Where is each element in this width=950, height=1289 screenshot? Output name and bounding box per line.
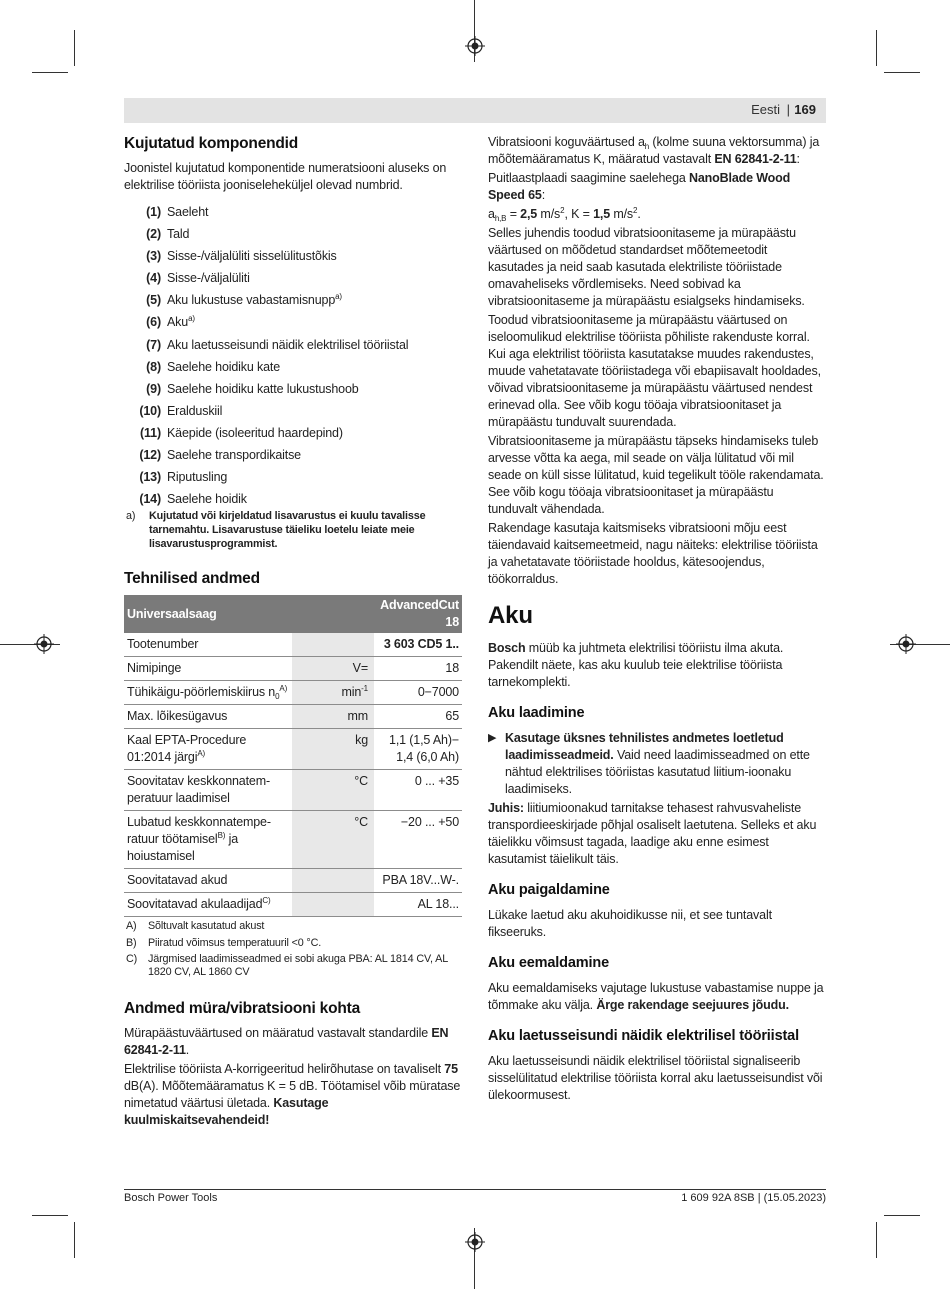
noise-paragraph-2 bbox=[124, 1061, 462, 1129]
component-number: (11) bbox=[140, 425, 161, 440]
row-unit bbox=[292, 893, 374, 917]
vib-p2-blade: NanoBlade Wood Speed 65 bbox=[488, 171, 791, 202]
table-footnote-text: Piiratud võimsus temperatuuril <0 °C. bbox=[148, 936, 322, 949]
row-value: 18 bbox=[374, 657, 462, 681]
vib-p3-sub: h,B bbox=[494, 214, 507, 223]
registration-mark-bottom-icon bbox=[465, 1232, 485, 1252]
tech-data-title: Tehnilised andmed bbox=[124, 570, 260, 588]
component-label: Riputusling bbox=[167, 470, 228, 485]
table-footnote-mark: A) bbox=[126, 920, 137, 933]
table-row bbox=[124, 633, 462, 657]
charging-note-text: liitiumioonakud tarnitakse tehasest rahvusvaheliste transpordieeskirjade põhjal osaliselt laetutena. Selleks et aku täielikku võimsust tagada, laadige aku enne esimest kasutamist täielikult täis. bbox=[488, 801, 817, 866]
registration-mark-right-icon bbox=[896, 634, 916, 654]
component-label: Sisse-/väljalüliti bbox=[167, 271, 250, 286]
vibration-paragraph-3 bbox=[488, 206, 826, 223]
table-footnote-text: Sõltuvalt kasutatud akust bbox=[148, 920, 265, 933]
row-label-sup: B) bbox=[217, 831, 226, 841]
charging-title: Aku laadimine bbox=[488, 705, 585, 721]
component-item bbox=[124, 248, 462, 270]
table-footnote bbox=[124, 920, 462, 933]
noise-title: Andmed müra/vibratsiooni kohta bbox=[124, 999, 361, 1017]
header-language: Eesti bbox=[751, 102, 780, 117]
row-label-text: Kaal EPTA-Procedure 01:2014 järgi bbox=[127, 733, 247, 765]
table-footnotes bbox=[124, 920, 462, 980]
component-item bbox=[124, 226, 462, 248]
insert-paragraph: Lükake laetud aku akuhoidikusse nii, et see tuntavalt fikseeruks. bbox=[488, 908, 772, 939]
row-unit-text: min bbox=[341, 685, 362, 700]
row-unit-sup: -1 bbox=[361, 684, 368, 694]
row-label-line1: Soovitatav keskkonnatem- bbox=[127, 774, 271, 789]
row-label-sup: A) bbox=[197, 749, 206, 759]
table-row bbox=[124, 770, 462, 811]
row-value-text: 3 603 CD5 1.. bbox=[383, 637, 459, 652]
vib-p3-unit-2: m/s bbox=[610, 207, 634, 221]
aku-paragraph bbox=[488, 640, 826, 691]
row-unit: V= bbox=[292, 657, 374, 681]
aku-brand: Bosch bbox=[488, 641, 526, 655]
table-footnote-mark: B) bbox=[126, 936, 137, 949]
row-value: AL 18... bbox=[374, 893, 462, 917]
row-label-line2: ratuur töötamisel bbox=[127, 832, 218, 847]
row-value-line2: 1,4 (6,0 Ah) bbox=[396, 750, 459, 765]
vib-p1-end: : bbox=[796, 152, 800, 166]
charging-note-label: Juhis: bbox=[488, 801, 524, 815]
row-label-text: Soovitatavad akulaadijad bbox=[127, 897, 263, 912]
table-row bbox=[124, 681, 462, 705]
component-label: Saelehe hoidiku katte lukustushoob bbox=[167, 381, 359, 396]
charging-bullet bbox=[488, 730, 826, 798]
footer-doc-id: 1 609 92A 8SB | (15.05.2023) bbox=[681, 1192, 826, 1204]
charging-bullet-text: Vaid need laadimisseadmed on ette nähtud elektrilises tööriistas kasutatud liitium-ioonaku laadimiseks. bbox=[505, 748, 810, 796]
vibration-paragraph-6: Vibratsioonitaseme ja mürapäästu täpseks hindamiseks tuleb arvesse võtta ka aega, mil seade on välja lülitatud või mil seade on küll sisse lülitatud, kuid tegelikult tööle rakendamata. See võib kogu tööaja vibratsioonitaset ja mürapäästu tunduvalt vähendada. bbox=[488, 434, 824, 516]
vib-p3-eq: = bbox=[506, 207, 521, 221]
row-label-line3: hoiustamisel bbox=[127, 849, 195, 864]
row-label: Soovitatavad akud bbox=[124, 869, 292, 893]
registration-mark-left-icon bbox=[34, 634, 54, 654]
component-number: (13) bbox=[139, 470, 161, 485]
registration-mark-top-icon bbox=[465, 36, 485, 56]
table-header-model: AdvancedCut 18 bbox=[374, 595, 462, 633]
crop-mark-bottom-right-v bbox=[876, 1222, 877, 1258]
table-header-row bbox=[124, 595, 462, 633]
component-number: (4) bbox=[146, 271, 161, 286]
component-item bbox=[124, 447, 462, 469]
component-number: (5) bbox=[146, 293, 161, 308]
component-item bbox=[124, 469, 462, 491]
vib-p3-k: , K = bbox=[564, 207, 594, 221]
vibration-paragraph-1 bbox=[488, 134, 826, 168]
footer-brand: Bosch Power Tools bbox=[124, 1192, 218, 1204]
component-label: Eralduskiil bbox=[167, 403, 223, 418]
table-row bbox=[124, 811, 462, 869]
table-row bbox=[124, 729, 462, 770]
noise-p1-standard: EN 62841-2-11 bbox=[124, 1025, 449, 1057]
table-row bbox=[124, 705, 462, 729]
row-value: 0 ... +35 bbox=[374, 770, 462, 811]
vib-p3-end: . bbox=[637, 207, 641, 221]
row-label: Tootenumber bbox=[124, 633, 292, 657]
row-unit bbox=[292, 869, 374, 893]
component-number: (6) bbox=[146, 315, 161, 330]
row-label bbox=[124, 729, 292, 770]
table-row bbox=[124, 869, 462, 893]
component-number: (9) bbox=[146, 381, 161, 396]
row-label-sup: A) bbox=[279, 684, 288, 694]
component-item bbox=[124, 381, 462, 403]
row-value-line1: 1,1 (1,5 Ah)− bbox=[389, 733, 459, 748]
indicator-title: Aku laetusseisundi näidik elektrilisel tööriistal bbox=[488, 1028, 799, 1044]
noise-p2-warning: Kasutage kuulmiskaitsevahendeid! bbox=[124, 1095, 329, 1127]
component-item bbox=[124, 292, 462, 314]
vib-p3-a: a bbox=[488, 207, 495, 221]
row-label: Max. lõikesügavus bbox=[124, 705, 292, 729]
vib-p2-end: : bbox=[541, 188, 546, 202]
component-label: Aku laetusseisundi näidik elektrilisel tööriistal bbox=[167, 337, 409, 352]
components-list bbox=[124, 204, 462, 513]
table-footnote bbox=[124, 937, 462, 950]
row-value: 65 bbox=[374, 705, 462, 729]
table-header-product-type: Universaalsaag bbox=[124, 595, 374, 633]
component-item bbox=[124, 204, 462, 226]
vib-p1-text-2: (kolme suuna vektorsumma) ja mõõtemääramatus K, määratud vastavalt bbox=[488, 135, 820, 166]
vib-p1-sub: h bbox=[644, 142, 650, 151]
row-unit bbox=[292, 681, 374, 705]
remove-text: Aku eemaldamiseks vajutage lukustuse vabastamise nuppe ja tõmmake aku välja. bbox=[488, 981, 824, 1012]
vibration-paragraph-4: Selles juhendis toodud vibratsioonitaseme ja mürapäästu väärtused on mõõdetud standardset mõõtemeetodit kasutades ja neid saab kasutada elektriliste tööriistade omavaheliseks võrdlemiseks. Need sobivad ka vibratsioonitaseme ja mürapäästu esialgseks hindamiseks. bbox=[488, 226, 805, 308]
row-label-tail: ja bbox=[225, 832, 239, 847]
row-unit: °C bbox=[292, 770, 374, 811]
vib-p3-value: 2,5 bbox=[520, 207, 538, 221]
component-label: Tald bbox=[167, 227, 190, 242]
component-number: (8) bbox=[146, 359, 161, 374]
vibration-paragraph-5: Toodud vibratsioonitaseme ja mürapäästu väärtused on iseloomulikud elektrilise tööriista põhiliste rakenduste korral. Kui aga elektrilist tööriista kasutatakse muudes rakendustes, muude vahetatavate tööriistadega või ebapiisavalt hooldades, võivad vibratsioonitaseme ja mürapäästu väärtused nendest erinevad olla. See võib kogu tööaja vibratsioonitaset ja mürapäästu tunduvalt suurendada. bbox=[488, 313, 821, 429]
noise-p1-text: Mürapäästuväärtused on määratud vastavalt standardile bbox=[124, 1025, 432, 1040]
table-row bbox=[124, 893, 462, 917]
row-label-text: Tühikäigu-pöörlemiskiirus n bbox=[127, 685, 276, 700]
crop-mark-bottom-left-h bbox=[32, 1215, 68, 1216]
crop-mark-top-left-h bbox=[32, 72, 68, 73]
crop-mark-top-right-h bbox=[884, 72, 920, 73]
row-unit: kg bbox=[292, 729, 374, 770]
row-label bbox=[124, 770, 292, 811]
vib-p1-text: Vibratsiooni koguväärtused a bbox=[488, 135, 645, 149]
crop-mark-bottom-left-v bbox=[74, 1222, 75, 1258]
component-label: Saelehe hoidik bbox=[167, 492, 247, 507]
component-label: Käepide (isoleeritud haardepind) bbox=[167, 425, 343, 440]
component-label: Sisse-/väljalüliti sisselülitustõkis bbox=[167, 249, 337, 264]
remove-title: Aku eemaldamine bbox=[488, 955, 610, 971]
page-header bbox=[124, 98, 826, 123]
component-number: (3) bbox=[146, 249, 161, 264]
bullet-triangle-icon: ▶ bbox=[488, 732, 497, 744]
noise-p2-text-2: dB(A). Mõõtemääramatus K = 5 dB. Töötamisel võib müratase nimetatud väärtusi ületada. bbox=[124, 1078, 461, 1110]
component-label: Saelehe transpordikaitse bbox=[167, 448, 301, 463]
component-label: Saeleht bbox=[167, 205, 209, 219]
row-unit: mm bbox=[292, 705, 374, 729]
row-value: −20 ... +50 bbox=[374, 811, 462, 869]
aku-title: Aku bbox=[488, 602, 533, 629]
row-value: PBA 18V...W-. bbox=[374, 869, 462, 893]
vibration-paragraph-7: Rakendage kasutaja kaitsmiseks vibratsiooni mõju eest täiendavaid kaitsemeetmeid, nagu näiteks: elektrilise tööriista ja vahetatavate tööriistade hooldus, kätesoojendus, töökorraldus. bbox=[488, 521, 818, 586]
component-item bbox=[124, 314, 462, 336]
crop-mark-bottom-right-h bbox=[884, 1215, 920, 1216]
row-label bbox=[124, 893, 292, 917]
component-item bbox=[124, 403, 462, 425]
component-number: (7) bbox=[146, 337, 161, 352]
components-footnote bbox=[124, 510, 462, 551]
page-number: 169 bbox=[794, 102, 816, 117]
left-column bbox=[124, 134, 462, 1131]
row-label bbox=[124, 811, 292, 869]
charging-bullet-bold: Kasutage üksnes tehnilistes andmetes loetletud laadimisseadmeid. bbox=[505, 731, 784, 762]
footnote-text: Kujutatud või kirjeldatud lisavarustus ei kuulu tavalisse tarnemahtu. Lisavarustuse täieliku loetelu leiate meie lisavarustusprogrammist. bbox=[149, 510, 426, 550]
header-separator: | bbox=[786, 102, 790, 117]
crop-mark-top-right-v bbox=[876, 30, 877, 66]
row-unit: °C bbox=[292, 811, 374, 869]
noise-p2-level: 75 bbox=[444, 1061, 458, 1076]
component-number: (12) bbox=[139, 448, 161, 463]
components-intro: Joonistel kujutatud komponentide numeratsiooni aluseks on elektrilise tööriista jooniseleheküljel olevad numbrid. bbox=[124, 161, 447, 192]
vib-p1-standard: EN 62841-2-11 bbox=[714, 152, 797, 166]
vib-p3-sup-2: 2 bbox=[633, 206, 638, 215]
row-label-sub: 0 bbox=[275, 692, 280, 702]
row-value bbox=[374, 729, 462, 770]
component-item bbox=[124, 270, 462, 292]
right-column bbox=[488, 134, 826, 1106]
tech-data-table bbox=[124, 595, 462, 917]
component-label: Saelehe hoidiku kate bbox=[167, 359, 281, 374]
row-label-line1: Lubatud keskkonnatempe- bbox=[127, 815, 271, 830]
row-value bbox=[374, 633, 462, 657]
row-label: Nimipinge bbox=[124, 657, 292, 681]
vib-p2-text: Puitlaastplaadi saagimine saelehega bbox=[488, 171, 689, 185]
remove-warning: Ärge rakendage seejuures jõudu. bbox=[596, 998, 789, 1012]
table-footnote bbox=[124, 953, 462, 980]
row-unit bbox=[292, 633, 374, 657]
noise-p2-text: Elektrilise tööriista A-korrigeeritud helirõhutase on tavaliselt bbox=[124, 1061, 445, 1076]
component-sup: a) bbox=[188, 314, 195, 324]
noise-paragraph-1 bbox=[124, 1025, 462, 1059]
component-sup: a) bbox=[335, 292, 342, 302]
component-number: (14) bbox=[139, 492, 161, 507]
row-label bbox=[124, 681, 292, 705]
component-number: (2) bbox=[146, 227, 161, 242]
table-row bbox=[124, 657, 462, 681]
table-footnote-mark: C) bbox=[126, 952, 138, 965]
component-number: (10) bbox=[139, 403, 161, 418]
component-item bbox=[124, 359, 462, 381]
component-label: Aku bbox=[167, 315, 189, 330]
remove-paragraph bbox=[488, 980, 826, 1014]
indicator-paragraph: Aku laetusseisundi näidik elektrilisel tööriistal signaliseerib sisselülitatud elektrilise tööriista korral aku laetusseisundist või ülekoormusest. bbox=[488, 1054, 823, 1102]
row-label-line2: peratuur laadimisel bbox=[127, 791, 230, 806]
components-title: Kujutatud komponendid bbox=[124, 135, 299, 152]
component-item bbox=[124, 425, 462, 447]
vibration-paragraph-2 bbox=[488, 170, 826, 204]
component-label: Aku lukustuse vabastamisnupp bbox=[167, 293, 336, 308]
vib-p3-k-value: 1,5 bbox=[593, 207, 611, 221]
vib-p3-sup: 2 bbox=[560, 206, 565, 215]
footer-divider bbox=[124, 1189, 826, 1190]
row-value: 0−7000 bbox=[374, 681, 462, 705]
row-label-sup: C) bbox=[262, 896, 271, 906]
crop-mark-top-left-v bbox=[74, 30, 75, 66]
table-footnote-text: Järgmised laadimisseadmed ei sobi akuga PBA: AL 1814 CV, AL 1820 CV, AL 1860 CV bbox=[148, 952, 448, 979]
component-number: (1) bbox=[146, 205, 161, 219]
component-item bbox=[124, 337, 462, 359]
aku-text: müüb ka juhtmeta elektrilisi tööriistu ilma akuta. Pakendilt näete, kas aku kuulub teie elektrilise tööriista tarnekomplekti. bbox=[488, 641, 784, 689]
vib-p3-unit: m/s bbox=[537, 207, 561, 221]
footnote-mark: a) bbox=[126, 510, 136, 523]
insert-title: Aku paigaldamine bbox=[488, 882, 610, 898]
noise-p1-end: . bbox=[185, 1042, 190, 1057]
charging-note bbox=[488, 800, 826, 868]
